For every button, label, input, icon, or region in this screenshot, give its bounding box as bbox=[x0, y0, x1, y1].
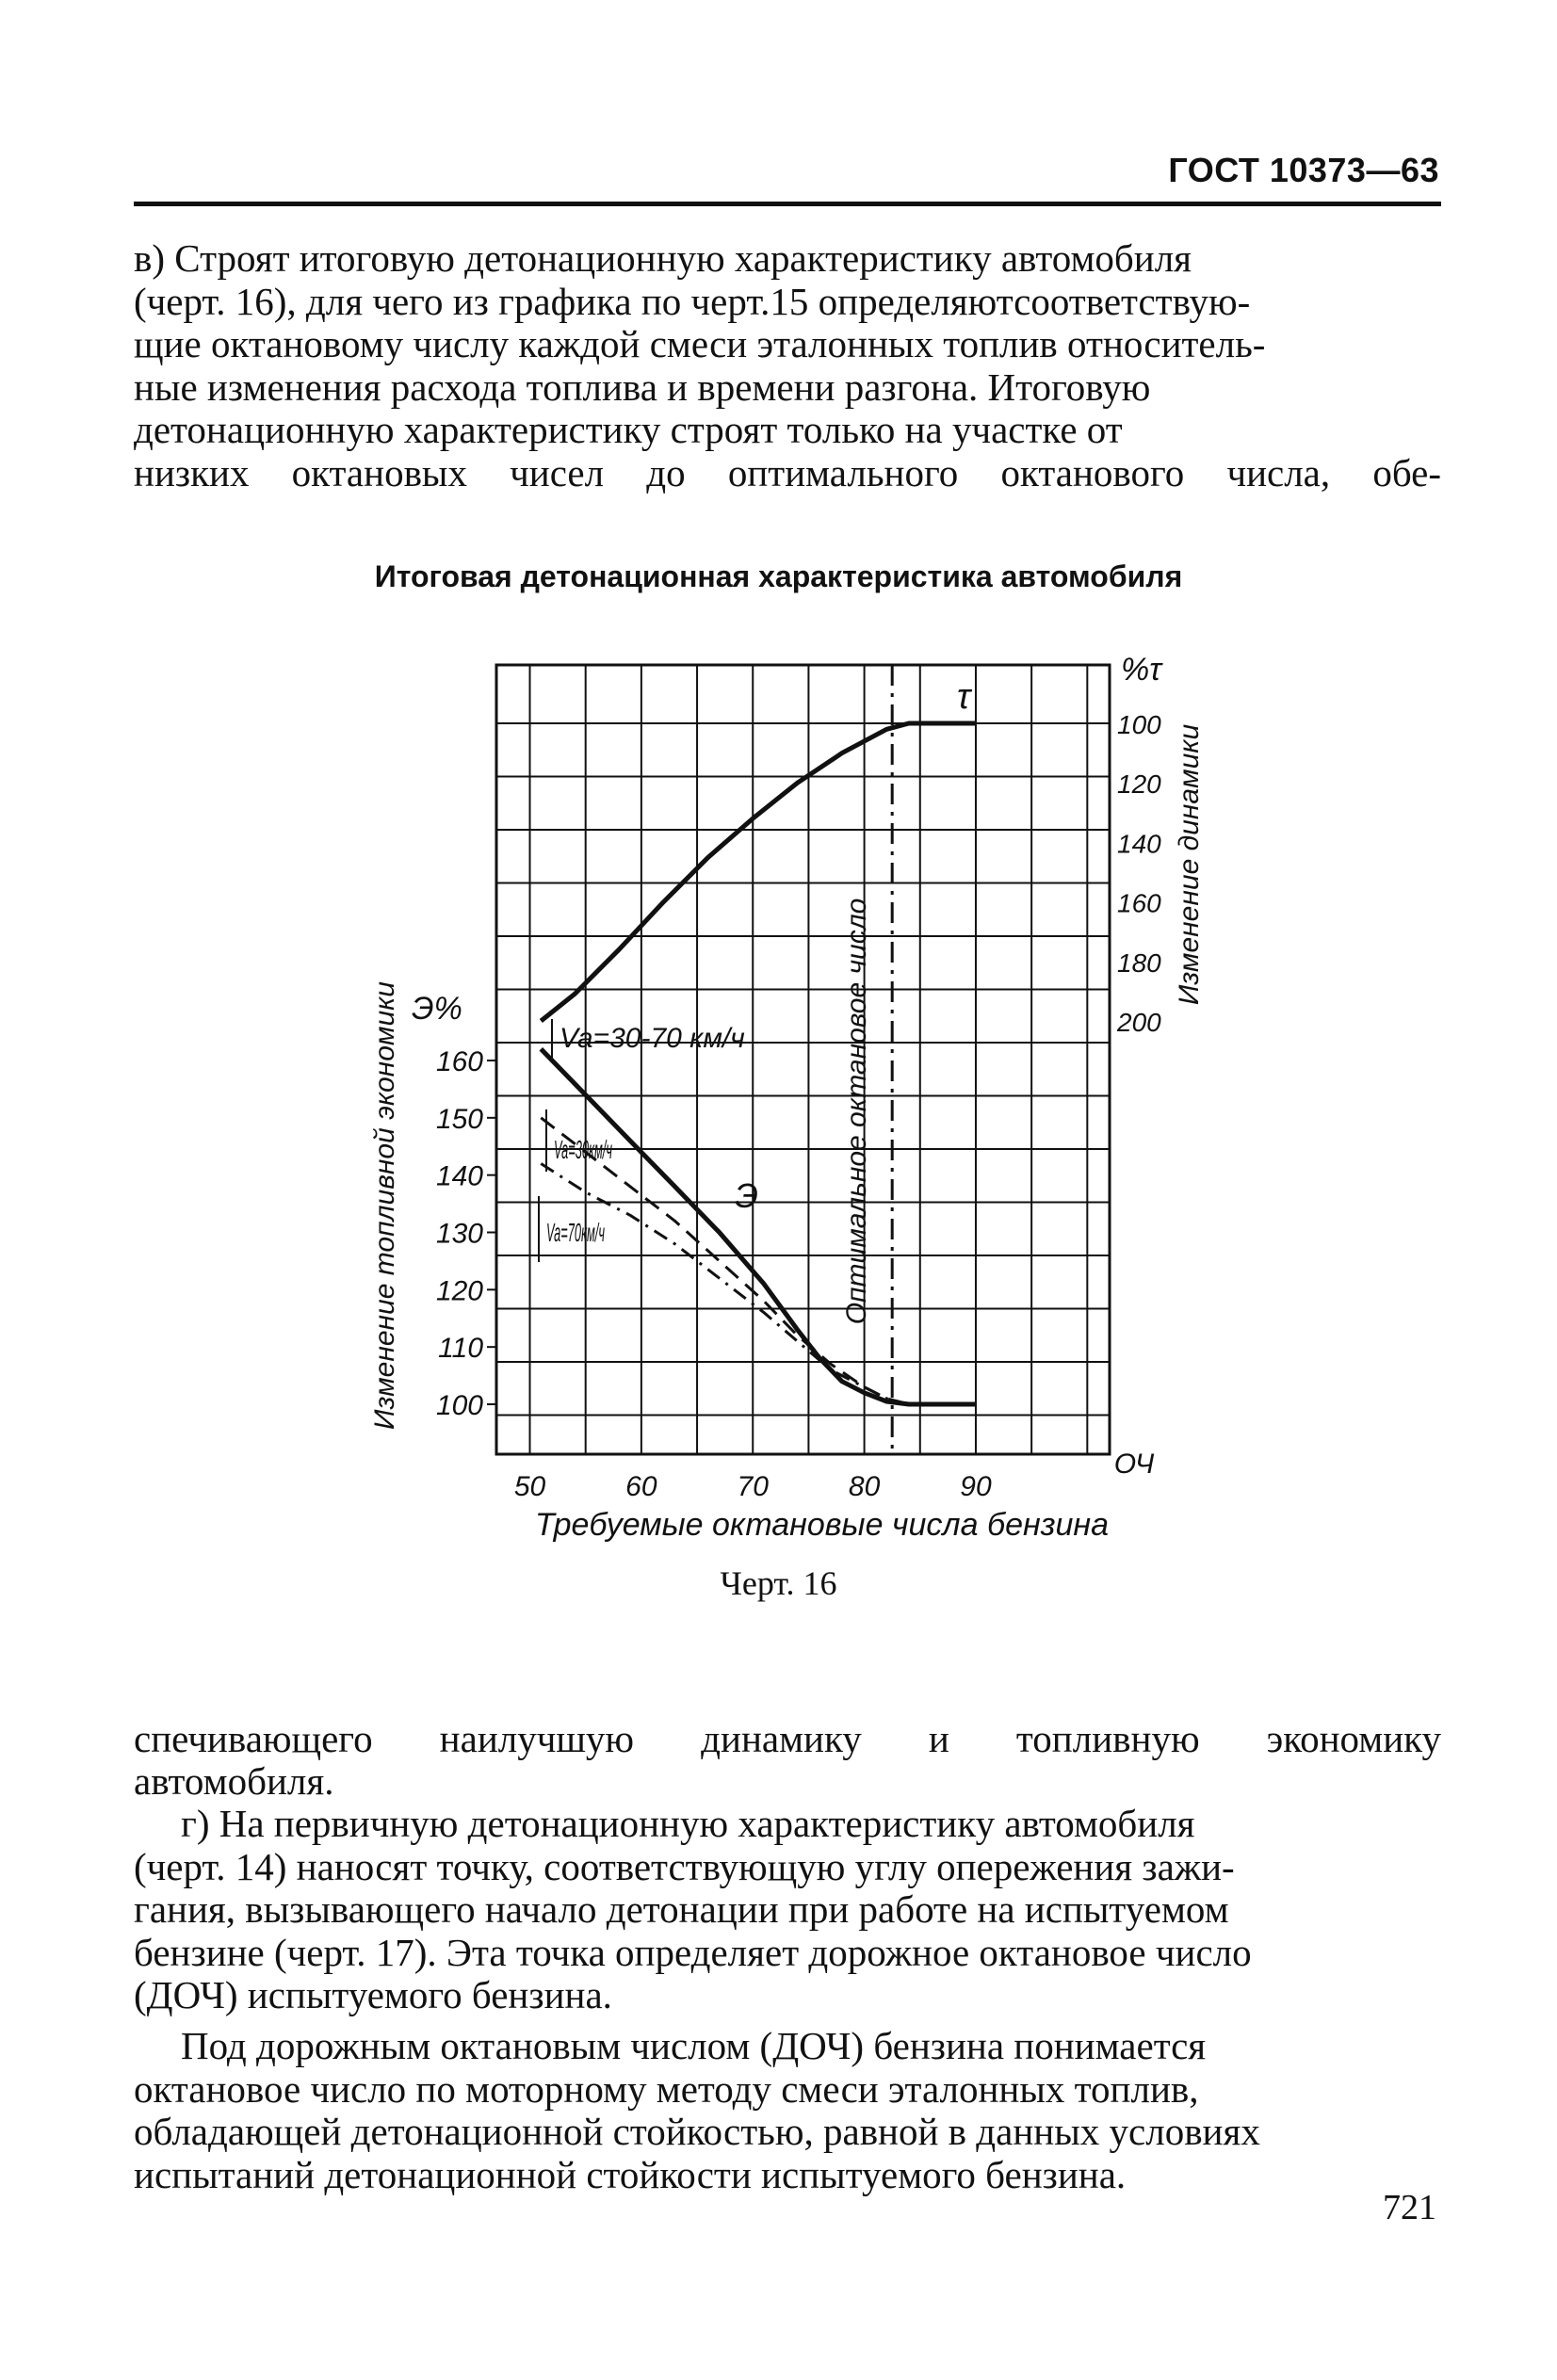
paragraph-g-line: (ДОЧ) испытуемого бензина. bbox=[134, 1973, 612, 2016]
document-header: ГОСТ 10373—63 bbox=[1168, 151, 1439, 189]
left-tick-label: 130 bbox=[435, 1218, 483, 1250]
label-va-30: Va=30км/ч bbox=[554, 1135, 612, 1164]
left-axis-unit: Э% bbox=[412, 991, 462, 1027]
paragraph-v-line: ные изменения расхода топлива и времени разгона. Итоговую bbox=[134, 365, 1151, 409]
right-tick-label: 120 bbox=[1117, 769, 1161, 800]
x-axis-title: Требуемые октановые числа бензина bbox=[534, 1507, 1110, 1543]
paragraph-v-line: детонационную характеристику строят только на участке от bbox=[134, 408, 1123, 451]
page-number: 721 bbox=[1383, 2188, 1436, 2227]
left-tick-label: 140 bbox=[435, 1160, 483, 1192]
series-line-1 bbox=[541, 723, 976, 1021]
paragraph-v-cont-line: автомобиля. bbox=[134, 1759, 334, 1803]
paragraph-v-line: в) Строят итоговую детонационную характеристику автомобиля bbox=[134, 236, 1192, 280]
curve-label-e: Э bbox=[735, 1176, 758, 1215]
figure-caption: Черт. 16 bbox=[720, 1564, 837, 1602]
right-tick-label: 160 bbox=[1117, 888, 1161, 918]
series-line-2 bbox=[541, 1049, 976, 1404]
paragraph-v-line: щие октановому числу каждой смеси эталонных топлив относитель- bbox=[134, 322, 1266, 365]
paragraph-doch-line: Под дорожным октановым числом (ДОЧ) бензина понимается bbox=[181, 2024, 1207, 2067]
right-axis-title: Изменение динамики bbox=[1174, 723, 1205, 1006]
paragraph-g-line: (черт. 14) наносят точку, соответствующую углу опережения зажи- bbox=[134, 1845, 1235, 1888]
right-tick-label: 180 bbox=[1117, 947, 1161, 978]
right-tick-label: 200 bbox=[1117, 1008, 1161, 1037]
x-tick-label: 60 bbox=[625, 1471, 657, 1502]
figure-title: Итоговая детонационная характеристика автомобиля bbox=[374, 559, 1183, 593]
paragraph-v-line: (черт. 16), для чего из графика по черт.15 определяютсоответствую- bbox=[134, 280, 1251, 323]
paragraph-g-line: гания, вызывающего начало детонации при работе на испытуемом bbox=[134, 1887, 1229, 1931]
right-tick-label: 140 bbox=[1117, 829, 1161, 859]
left-tick-label: 100 bbox=[435, 1390, 483, 1421]
right-tick-label: 100 bbox=[1117, 710, 1161, 739]
curve-label-tau: τ bbox=[957, 677, 971, 717]
paragraph-doch-line: октановое число по моторному методу смеси эталонных топлив, bbox=[134, 2067, 1199, 2111]
x-tick-label: 80 bbox=[848, 1471, 881, 1502]
paragraph-v-cont-line: спечивающего наилучшую динамику и топливную экономику bbox=[134, 1717, 1441, 1760]
left-axis-title: Изменение топливной экономики bbox=[369, 981, 400, 1430]
optimal-octane-label: Оптимальное октановое число bbox=[841, 898, 873, 1325]
right-axis-unit: %τ bbox=[1121, 652, 1161, 688]
x-axis-end-label: ОЧ bbox=[1113, 1449, 1155, 1480]
paragraph-v-line: низких октановых чисел до оптимального октанового числа, обе- bbox=[134, 451, 1441, 494]
x-tick-label: 50 bbox=[513, 1471, 546, 1502]
x-tick-label: 70 bbox=[737, 1471, 769, 1502]
label-va-70: Va=70км/ч bbox=[546, 1218, 605, 1247]
left-tick-label: 160 bbox=[435, 1046, 483, 1077]
x-tick-label: 90 bbox=[960, 1471, 992, 1502]
left-tick-label: 150 bbox=[435, 1103, 483, 1135]
paragraph-g-line: бензине (черт. 17). Эта точка определяет дорожное октановое число bbox=[134, 1931, 1252, 1974]
label-va-30-70: Va=30-70 км/ч bbox=[560, 1023, 745, 1054]
left-tick-label: 120 bbox=[435, 1275, 483, 1307]
left-tick-label: 110 bbox=[438, 1333, 483, 1365]
paragraph-doch-line: испытаний детонационной стойкости испытуемого бензина. bbox=[134, 2153, 1127, 2196]
paragraph-doch-line: обладающей детонационной стойкостью, равной в данных условиях bbox=[134, 2110, 1260, 2153]
paragraph-g-line: г) На первичную детонационную характеристику автомобиля bbox=[181, 1802, 1195, 1845]
